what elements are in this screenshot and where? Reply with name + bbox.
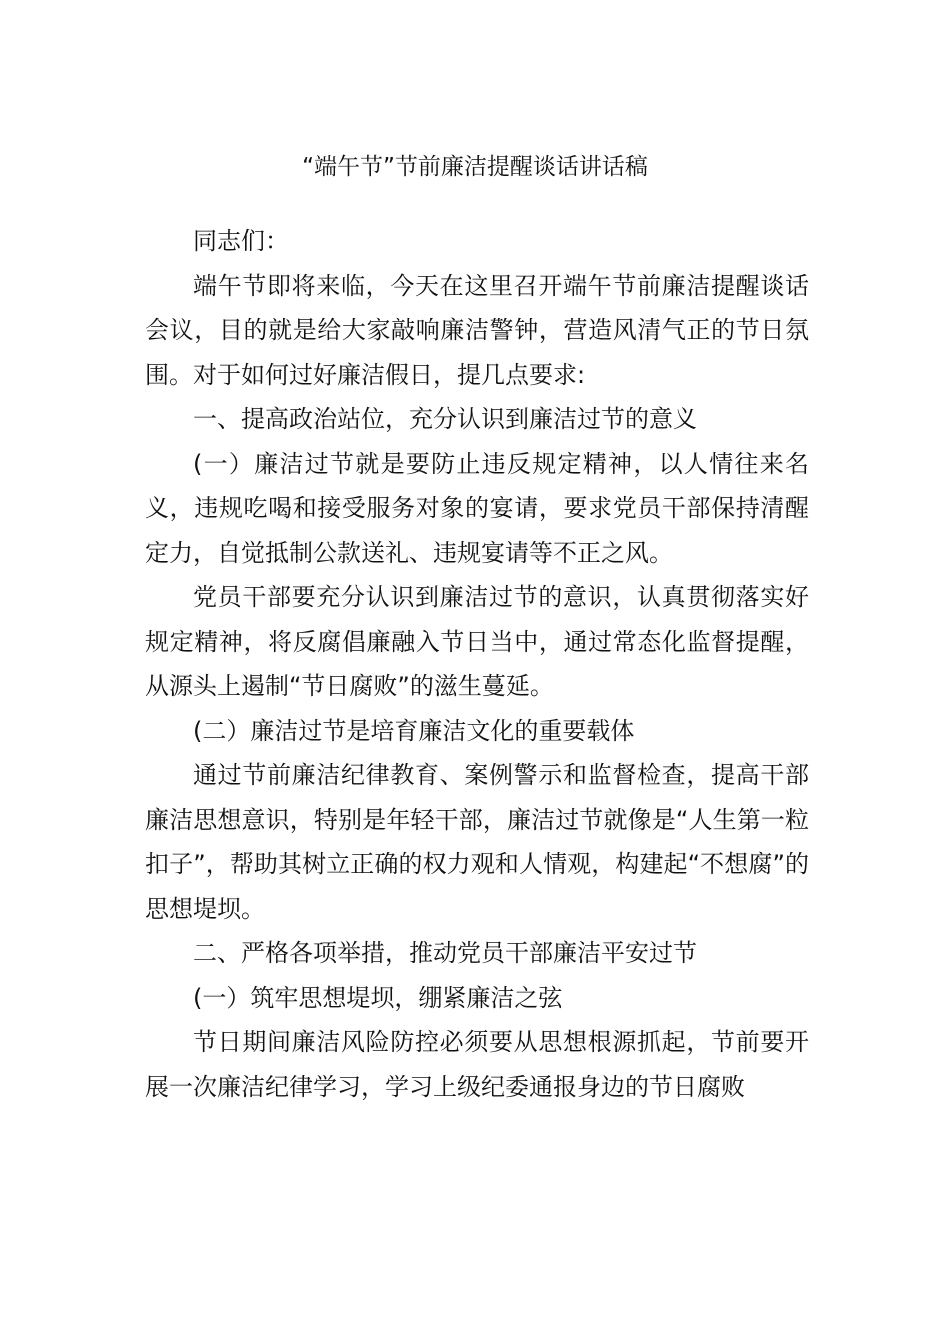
subsection-1-2: (二）廉洁过节是培育廉洁文化的重要载体 (193, 716, 635, 745)
subsection-2-1: (一）筑牢思想堤坝，绷紧廉洁之弦 (193, 983, 563, 1012)
subsection-1-1: (一）廉洁过节就是要防止违反规定精神，以人情往来名义，违规吃喝和接受服务对象的宴请，要求党员干部保持清醒定力，自觉抵制公款送礼、违规宴请等不正之风。 (145, 449, 809, 567)
document-title: “端午节”节前廉洁提醒谈话讲话稿 (302, 154, 648, 180)
section-heading-2: 二、严格各项举措，推动党员干部廉洁平安过节 (193, 939, 697, 967)
intro-paragraph: 端午节即将来临，今天在这里召开端午节前廉洁提醒谈话会议，目的就是给大家敲响廉洁警钟，营造风清气正的节日氛围。对于如何过好廉洁假日，提几点要求: (145, 271, 809, 389)
salutation: 同志们： (193, 227, 289, 255)
body-paragraph: 通过节前廉洁纪律教育、案例警示和监督检查，提高干部廉洁思想意识，特别是年轻干部，廉洁过节就像是“人生第一粒扣子”，帮助其树立正确的权力观和人情观，构建起“不想腐”的思想堤坝。 (145, 761, 809, 923)
body-paragraph: 节日期间廉洁风险防控必须要从思想根源抓起，节前要开展一次廉洁纪律学习，学习上级纪委通报身边的节日腐败 (145, 1028, 809, 1101)
section-heading-1: 一、提高政治站位，充分认识到廉洁过节的意义 (193, 405, 697, 433)
body-paragraph: 党员干部要充分认识到廉洁过节的意识，认真贯彻落实好规定精神，将反腐倡廉融入节日当中，通过常态化监督提醒，从源头上遏制“节日腐败”的滋生蔓延。 (145, 583, 809, 700)
document-body (145, 219, 809, 1109)
